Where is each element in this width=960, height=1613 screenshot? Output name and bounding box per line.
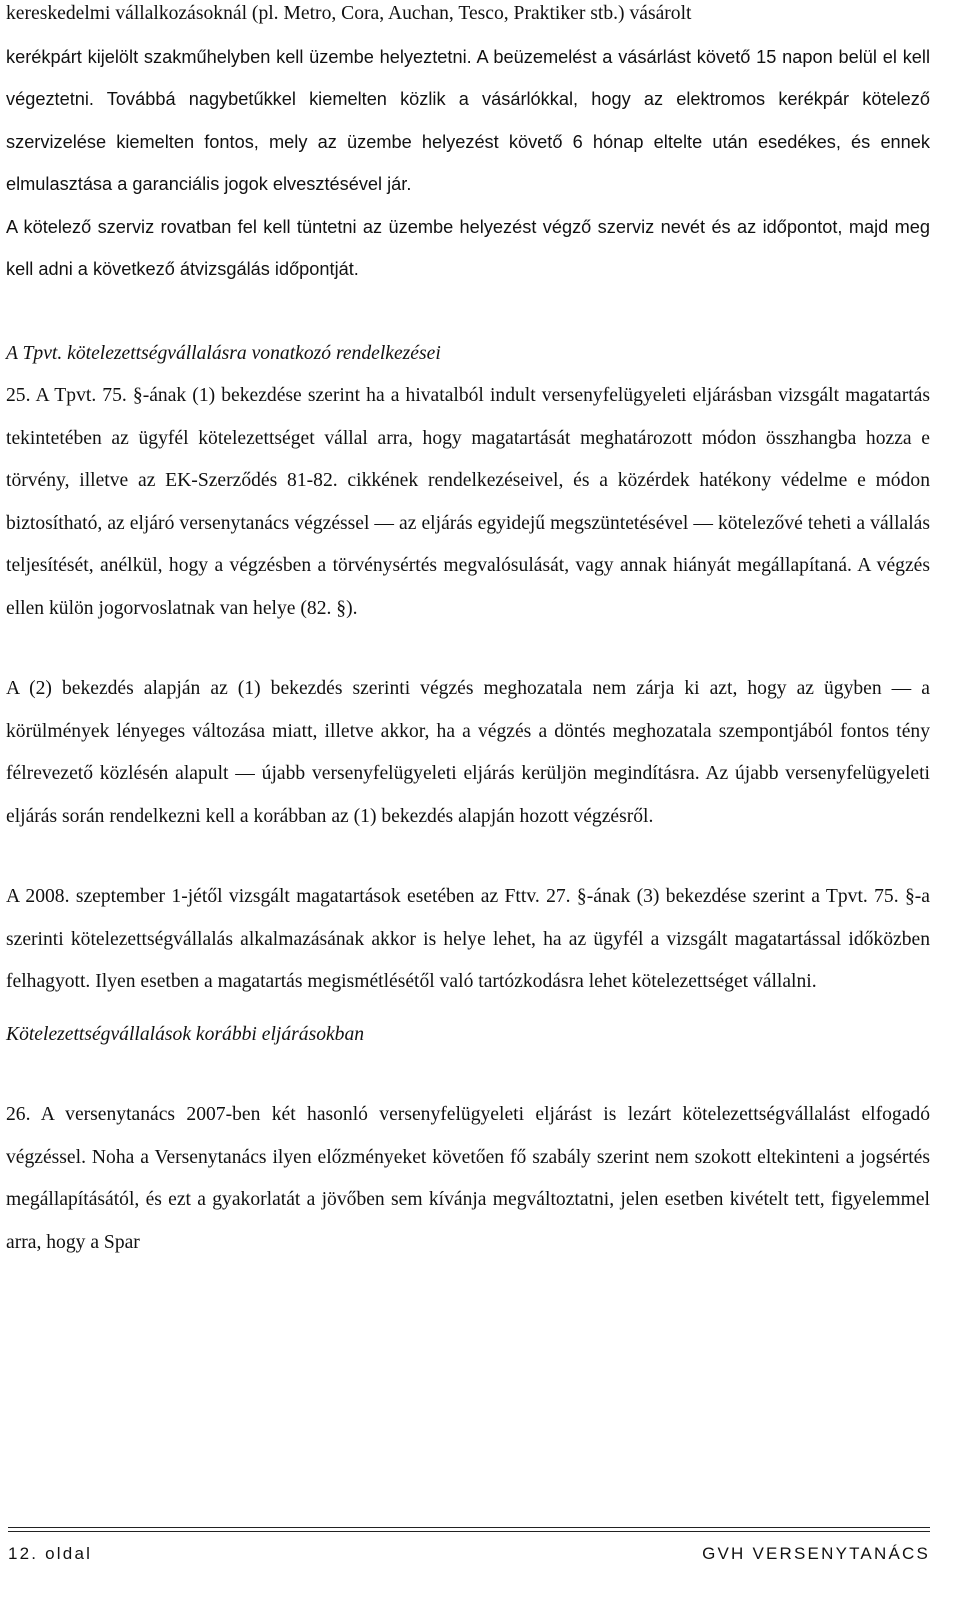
section-heading: Kötelezettségvállalások korábbi eljárásokban [6,1023,365,1045]
spacer [6,1004,930,1014]
paragraph-25: 25. A Tpvt. 75. §-ának (1) bekezdése szerint ha a hivatalból indult versenyfelügyeleti eljárásban vizsgált magatartás tekintetében az ügyfél kötelezettséget vállal arra, hogy magatartását meghatározott módon összhangba hozza e törvény, illetve az EK-Szerződés 81-82. cikkének rendelkezéseivel, és a közérdek hatékony védelme e módon biztosítható, az eljáró versenytanács végzéssel — az eljárás egyidejű megszüntetésével — kötelezővé teheti a vállalás teljesítését, anélkül, hogy a végzésben a törvénysértés megvalósulását, vagy annak hiányát megállapítaná. A végzés ellen külön jogorvoslatnak van helye (82. §). [6,385,930,619]
organization-label: GVH VERSENYTANÁCS [702,1544,930,1563]
spacer [6,1056,930,1094]
intro-line: kereskedelmi vállalkozásoknál (pl. Metro, Cora, Auchan, Tesco, Praktiker stb.) vásárolt [6,3,692,24]
section-heading: A Tpvt. kötelezettségvállalásra vonatkozó rendelkezései [6,342,441,364]
spacer [6,630,930,668]
service-paragraph: A kötelező szerviz rovatban fel kell tüntetni az üzembe helyezést végző szerviz nevét és az időpontot, majd meg kell adni a következő átvizsgálás időpontját. [6,216,930,279]
footer-divider [8,1527,930,1528]
intro-paragraph: kerékpárt kijelölt szakműhelyben kell üzembe helyeztetni. A beüzemelést a vásárlást követő 15 napon belül el kell végeztetni. Továbbá nagybetűkkel kiemelten közlik a vásárlókkal, hogy az elektromos kerékpár kötelező szervizelése kiemelten fontos, mely az üzembe helyezést követő 6 hónap eltelte után esedékes, és ennek elmulasztása a garanciális jogok elvesztésével jár. [6,46,930,194]
spacer [6,838,930,876]
paragraph-2008: A 2008. szeptember 1-jétől vizsgált magatartások esetében az Fttv. 27. §-ának (3) bekezdése szerint a Tpvt. 75. §-a szerinti kötelezettségvállalás alkalmazásának akkor is helye lehet, ha az ügyfél a vizsgált magatartással időközben felhagyott. Ilyen esetben a magatartás megismétlésétől való tartózkodásra lehet kötelezettséget vállalni. [6,886,930,992]
document-body [6,0,930,1264]
footer-divider [8,1531,930,1532]
paragraph-26: 26. A versenytanács 2007-ben két hasonló versenyfelügyeleti eljárást is lezárt kötelezettségvállalást elfogadó végzéssel. Noha a Versenytanács ilyen előzményeket követően fő szabály szerint nem szokott eltekinteni a jogsértés megállapításától, és ezt a gyakorlatát a jövőben sem kívánja megváltoztatni, jelen esetben kivételt tett, figyelemmel arra, hogy a Spar [6,1104,930,1253]
paragraph-section-2: A (2) bekezdés alapján az (1) bekezdés szerinti végzés meghozatala nem zárja ki azt, hogy az ügyben — a körülmények lényeges változása miatt, illetve akkor, ha a végzés a döntés meghozatala szempontjából fontos tény félrevezető közlésén alapult — újabb versenyfelügyeleti eljárás kerüljön megindításra. Az újabb versenyfelügyeleti eljárás során rendelkezni kell a korábban az (1) bekezdés alapján hozott végzésről. [6,678,930,827]
spacer [6,291,930,333]
page-footer [8,1544,930,1564]
page-number: 12. oldal [8,1544,93,1563]
